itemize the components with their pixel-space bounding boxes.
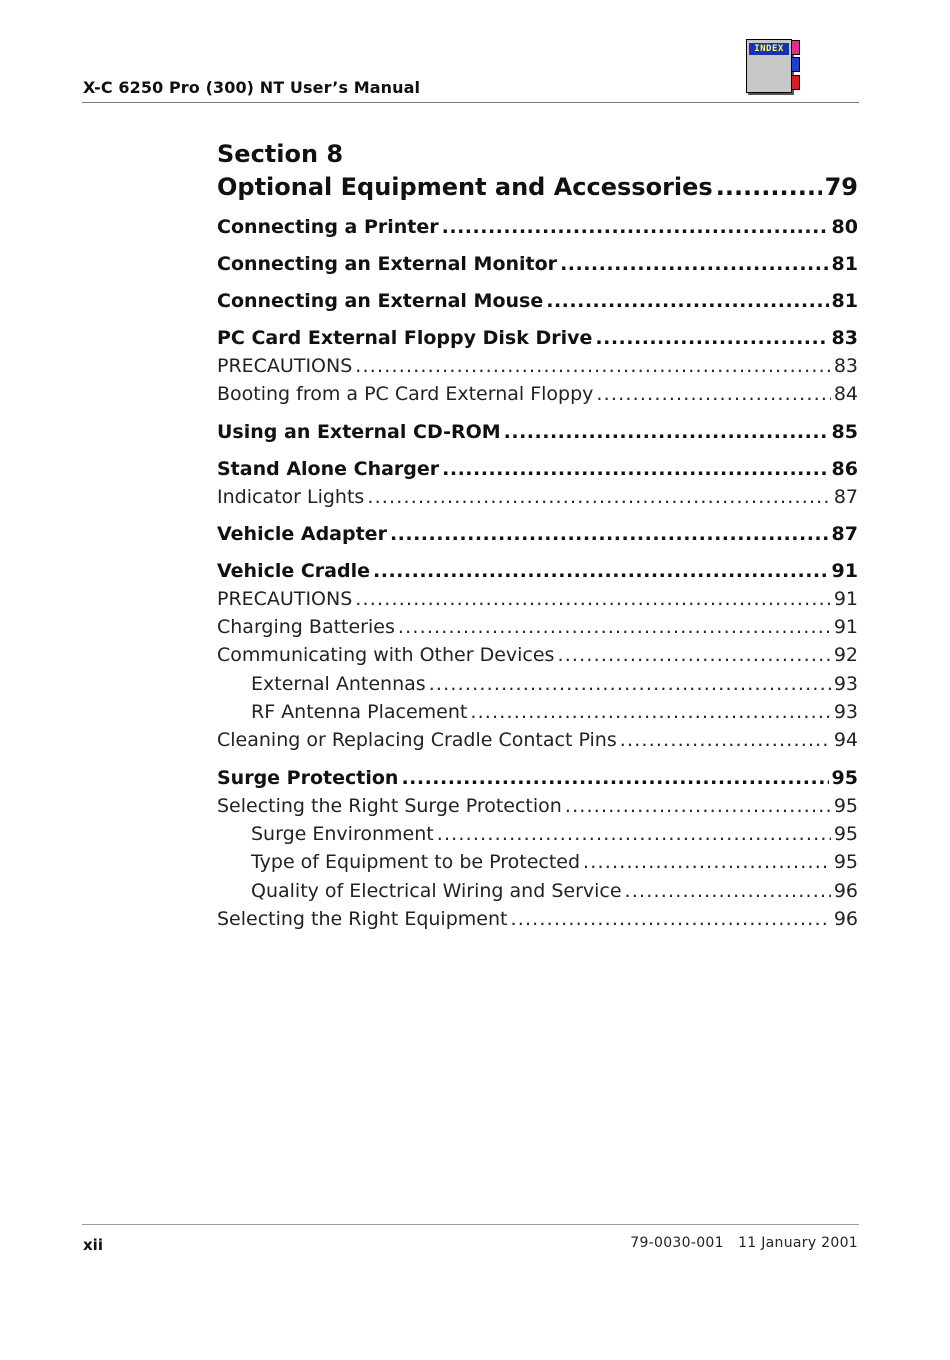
toc-entry-page: 91 bbox=[831, 559, 858, 582]
index-icon[interactable] bbox=[746, 39, 800, 95]
toc-entry-title: External Antennas bbox=[251, 672, 426, 695]
table-of-contents bbox=[217, 138, 858, 933]
toc-entry-title: Type of Equipment to be Protected bbox=[251, 851, 581, 874]
toc-entry-page: 96 bbox=[833, 907, 858, 930]
toc-entry-title: Selecting the Right Surge Protection bbox=[217, 794, 562, 817]
dot-leader bbox=[442, 213, 829, 241]
toc-entry-page: 81 bbox=[831, 253, 858, 275]
toc-entry[interactable] bbox=[217, 670, 858, 698]
toc-entry-page: 85 bbox=[831, 420, 858, 443]
toc-entry[interactable] bbox=[217, 324, 858, 352]
section-title: Optional Equipment and Accessories bbox=[217, 173, 713, 201]
toc-entry-title: PRECAUTIONS bbox=[217, 355, 353, 377]
index-icon-page bbox=[746, 39, 792, 93]
dot-leader bbox=[620, 726, 831, 754]
toc-entry[interactable] bbox=[217, 352, 858, 380]
toc-entry-title: Quality of Electrical Wiring and Service bbox=[251, 879, 622, 902]
toc-entry-title: Surge Protection bbox=[217, 766, 399, 789]
toc-entry[interactable] bbox=[217, 557, 858, 585]
toc-entry-page: 95 bbox=[833, 851, 858, 874]
toc-entry-page: 83 bbox=[833, 355, 858, 377]
dot-leader bbox=[429, 670, 831, 698]
toc-entry[interactable] bbox=[217, 792, 858, 820]
section-title-entry[interactable] bbox=[217, 171, 858, 204]
toc-entry[interactable] bbox=[217, 641, 858, 669]
toc-entry-page: 91 bbox=[833, 616, 858, 639]
dot-leader bbox=[583, 848, 831, 876]
toc-entry-title: Using an External CD-ROM bbox=[217, 420, 501, 443]
toc-entry-title: PC Card External Floppy Disk Drive bbox=[217, 327, 593, 349]
dot-leader bbox=[442, 455, 828, 483]
dot-leader bbox=[596, 380, 830, 408]
dot-leader bbox=[373, 557, 829, 585]
toc-entry[interactable] bbox=[217, 764, 858, 792]
toc-entry-page: 96 bbox=[833, 879, 858, 902]
toc-entry-title: Indicator Lights bbox=[217, 485, 365, 508]
toc-entry[interactable] bbox=[217, 848, 858, 876]
section-number: Section 8 bbox=[217, 140, 344, 168]
toc-entry-title: Stand Alone Charger bbox=[217, 457, 440, 480]
toc-entry-title: Connecting an External Monitor bbox=[217, 253, 558, 275]
toc-entry-title: Communicating with Other Devices bbox=[217, 644, 555, 667]
dot-leader bbox=[716, 171, 822, 204]
toc-entry[interactable] bbox=[217, 905, 858, 933]
toc-entry[interactable] bbox=[217, 250, 858, 278]
toc-entry-title: Connecting a Printer bbox=[217, 216, 439, 238]
toc-entry[interactable] bbox=[217, 418, 858, 446]
toc-entry-page: 93 bbox=[833, 701, 858, 724]
toc-entry-title: PRECAUTIONS bbox=[217, 587, 353, 610]
toc-entry-title: RF Antenna Placement bbox=[251, 701, 468, 724]
toc-entry[interactable] bbox=[217, 698, 858, 726]
dot-leader bbox=[398, 613, 831, 641]
toc-entry-page: 95 bbox=[833, 794, 858, 817]
toc-entry[interactable] bbox=[217, 483, 858, 511]
dot-leader bbox=[504, 418, 829, 446]
toc-entry-page: 92 bbox=[833, 644, 858, 667]
index-icon-tab bbox=[791, 40, 800, 55]
dot-leader bbox=[595, 324, 828, 352]
toc-entry[interactable] bbox=[217, 820, 858, 848]
toc-entry-page: 94 bbox=[833, 729, 858, 752]
toc-entry-title: Charging Batteries bbox=[217, 616, 395, 639]
toc-entry-title: Connecting an External Mouse bbox=[217, 290, 544, 312]
toc-entry-title: Vehicle Cradle bbox=[217, 559, 371, 582]
dot-leader bbox=[437, 820, 831, 848]
toc-entry[interactable] bbox=[217, 213, 858, 241]
toc-entry-page: 93 bbox=[833, 672, 858, 695]
toc-entry-title: Selecting the Right Equipment bbox=[217, 907, 508, 930]
toc-entry[interactable] bbox=[217, 726, 858, 754]
header-divider bbox=[82, 102, 859, 103]
toc-entry-page: 95 bbox=[833, 822, 858, 845]
dot-leader bbox=[470, 698, 830, 726]
index-icon-tab bbox=[791, 75, 800, 90]
toc-entry-title: Cleaning or Replacing Cradle Contact Pins bbox=[217, 729, 617, 752]
index-icon-label: INDEX bbox=[749, 43, 789, 55]
footer-divider bbox=[82, 1224, 859, 1225]
dot-leader bbox=[401, 764, 828, 792]
toc-entry-page: 81 bbox=[831, 290, 858, 312]
dot-leader bbox=[565, 792, 831, 820]
toc-entry[interactable] bbox=[217, 585, 858, 613]
document-info: 79-0030-001 11 January 2001 bbox=[630, 1235, 858, 1251]
toc-entry[interactable] bbox=[217, 455, 858, 483]
toc-entry[interactable] bbox=[217, 380, 858, 408]
dot-leader bbox=[557, 641, 830, 669]
dot-leader bbox=[390, 520, 829, 548]
toc-entry-title: Surge Environment bbox=[251, 822, 434, 845]
toc-entries bbox=[217, 213, 858, 933]
dot-leader bbox=[355, 352, 831, 380]
toc-entry-page: 91 bbox=[833, 587, 858, 610]
toc-entry-page: 95 bbox=[831, 766, 858, 789]
manual-title: X-C 6250 Pro (300) NT User’s Manual bbox=[83, 78, 421, 97]
page-number: xii bbox=[83, 1236, 103, 1254]
toc-entry-title: Booting from a PC Card External Floppy bbox=[217, 383, 594, 406]
dot-leader bbox=[510, 905, 830, 933]
dot-leader bbox=[355, 585, 831, 613]
toc-entry-page: 86 bbox=[831, 457, 858, 480]
toc-entry[interactable] bbox=[217, 613, 858, 641]
toc-entry-page: 80 bbox=[831, 216, 858, 238]
toc-entry-page: 87 bbox=[831, 522, 858, 545]
section-page: 79 bbox=[824, 173, 858, 201]
dot-leader bbox=[560, 250, 828, 278]
dot-leader bbox=[625, 877, 831, 905]
toc-entry-page: 83 bbox=[831, 327, 858, 349]
toc-entry-title: Vehicle Adapter bbox=[217, 522, 387, 545]
toc-entry-page: 87 bbox=[833, 485, 858, 508]
toc-entry[interactable] bbox=[217, 287, 858, 315]
toc-entry-page: 84 bbox=[833, 383, 858, 406]
dot-leader bbox=[546, 287, 828, 315]
toc-entry[interactable] bbox=[217, 877, 858, 905]
toc-entry[interactable] bbox=[217, 520, 858, 548]
index-icon-tab bbox=[791, 57, 800, 72]
dot-leader bbox=[367, 483, 830, 511]
